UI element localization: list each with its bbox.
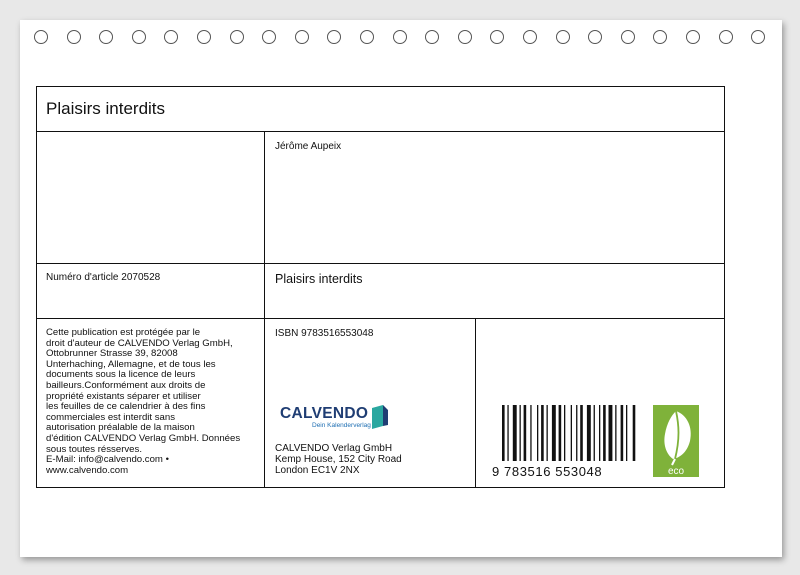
barcode-bar <box>559 405 562 461</box>
divider <box>36 263 725 264</box>
leaf-icon <box>653 405 699 477</box>
ring-hole-icon <box>458 30 472 44</box>
barcode-bar <box>615 405 616 461</box>
barcode-bar <box>537 405 538 461</box>
barcode-bar <box>580 405 583 461</box>
isbn: ISBN 9783516553048 <box>275 328 374 339</box>
calendar-mark-icon <box>371 404 389 430</box>
barcode-bar <box>571 405 572 461</box>
ring-hole-icon <box>719 30 733 44</box>
barcode-bar <box>552 405 556 461</box>
barcode-bar <box>599 405 600 461</box>
barcode-bar <box>564 405 565 461</box>
ring-hole-icon <box>67 30 81 44</box>
ring-hole-icon <box>360 30 374 44</box>
barcode-bar <box>530 405 531 461</box>
divider <box>36 318 725 319</box>
calendar-subtitle: Plaisirs interdits <box>275 272 363 286</box>
ring-hole-icon <box>132 30 146 44</box>
divider <box>264 131 265 488</box>
barcode-number: 9 783516 553048 <box>492 464 603 479</box>
divider <box>475 318 476 488</box>
ring-hole-icon <box>393 30 407 44</box>
barcode-bar <box>626 405 627 461</box>
divider <box>36 131 725 132</box>
barcode-bar <box>507 405 508 461</box>
barcode-bar <box>594 405 595 461</box>
barcode-bar <box>587 405 591 461</box>
barcode-bar <box>547 405 548 461</box>
barcode-bar <box>513 405 517 461</box>
logo-tagline: Dein Kalenderverlag <box>312 422 371 429</box>
logo-name: CALVENDO <box>280 405 369 422</box>
publisher-name: CALVENDO Verlag GmbH <box>275 443 393 454</box>
eco-label: eco <box>667 466 685 477</box>
barcode <box>500 405 640 463</box>
ring-hole-icon <box>556 30 570 44</box>
barcode-bar <box>633 405 636 461</box>
ring-hole-icon <box>295 30 309 44</box>
publisher-city: London EC1V 2NX <box>275 465 360 476</box>
calendar-title: Plaisirs interdits <box>46 99 166 118</box>
barcode-bars <box>502 405 635 461</box>
publisher-street: Kemp House, 152 City Road <box>275 454 402 465</box>
barcode-bar <box>541 405 544 461</box>
barcode-bar <box>502 405 505 461</box>
barcode-bar <box>621 405 624 461</box>
calvendo-logo <box>280 402 390 434</box>
ring-hole-icon <box>621 30 635 44</box>
copyright-text: Cette publication est protégée par le droit d'auteur de CALVENDO Verlag GmbH, Ottobrunner Strasse 39, 82008 Unterhaching, Allemagne, et de tous les documents sous la licence de leurs bailleurs.Conformément aux droits de propriété existants séparer et utiliser les feuilles de ce calendrier à des fins commerciales est interdit sans autorisation préalable de la maison d'édition CALVENDO Verlag GmbH. Données sous toutes résserves. E-Mail: info@calvendo.com • www.calvendo.com <box>46 327 241 476</box>
ring-hole-icon <box>230 30 244 44</box>
author-name: Jérôme Aupeix <box>275 141 342 152</box>
ring-hole-icon <box>523 30 537 44</box>
ring-hole-icon <box>686 30 700 44</box>
barcode-bar <box>520 405 521 461</box>
barcode-bar <box>603 405 606 461</box>
publisher-address <box>275 443 402 476</box>
barcode-bar <box>576 405 577 461</box>
ring-hole-icon <box>197 30 211 44</box>
barcode-bar <box>609 405 613 461</box>
barcode-bar <box>524 405 527 461</box>
copyright-notice <box>46 328 256 476</box>
ring-hole-icon <box>34 30 48 44</box>
eco-badge <box>653 405 699 477</box>
article-number: Numéro d'article 2070528 <box>46 272 161 283</box>
